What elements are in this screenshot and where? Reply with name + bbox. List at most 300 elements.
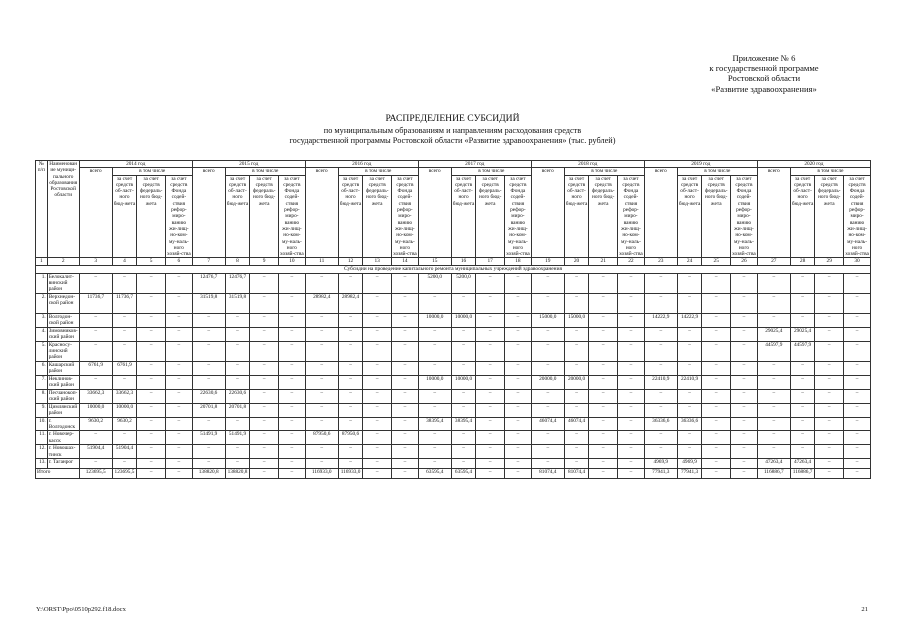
total-label: Итого [36, 469, 80, 479]
value-cell: – [338, 313, 363, 327]
row-number: 7. [36, 375, 48, 389]
value-cell: – [166, 403, 193, 417]
header-regional-budget: за счет средств об-ласт-ного бюд-жета [338, 175, 363, 258]
header-federal-budget: за счет средств федераль-ного бюд-жета [702, 175, 731, 258]
header-total: всего [305, 168, 338, 258]
header-including: в том числе [451, 168, 531, 175]
value-cell: – [250, 459, 279, 469]
value-cell: – [531, 431, 564, 445]
value-cell: – [644, 445, 677, 459]
value-cell: – [677, 445, 702, 459]
value-cell: – [844, 273, 871, 293]
row-number: 8. [36, 389, 48, 403]
value-cell: – [250, 417, 279, 431]
value-cell: – [731, 341, 758, 361]
value-cell: 11736,7 [79, 293, 112, 313]
value-cell: – [250, 341, 279, 361]
value-cell: – [618, 327, 645, 341]
value-cell: – [731, 431, 758, 445]
row-number: 1. [36, 273, 48, 293]
value-cell: – [137, 445, 166, 459]
value-cell: – [392, 313, 419, 327]
municipality-name: Белокалит-винский район [47, 273, 79, 293]
table-row [36, 327, 871, 341]
row-number: 9. [36, 403, 48, 417]
value-cell: – [531, 273, 564, 293]
header-row-total [36, 168, 871, 175]
header-reform-fund: за счет средств Фонда содей-ствия рефор-миро-ванию жи-лищ-но-ком-му-наль-ного хозяй-ства [167, 175, 191, 258]
value-cell: – [112, 341, 137, 361]
column-number: 7 [192, 258, 225, 266]
value-cell: – [192, 327, 225, 341]
value-cell: – [279, 293, 306, 313]
value-cell: – [392, 341, 419, 361]
value-cell: 4969,9 [644, 459, 677, 469]
value-cell: 20000,0 [531, 375, 564, 389]
row-number: 11. [36, 431, 48, 445]
value-cell: – [815, 313, 844, 327]
value-cell: 36336,6 [644, 417, 677, 431]
value-cell: – [305, 327, 338, 341]
total-cell: – [137, 469, 166, 479]
value-cell: 14222,9 [677, 313, 702, 327]
value-cell: – [225, 341, 250, 361]
value-cell: – [250, 403, 279, 417]
header-total: всего [192, 168, 225, 258]
value-cell: – [338, 375, 363, 389]
value-cell: – [451, 327, 476, 341]
column-number: 1 [36, 258, 48, 266]
header-including: в том числе [790, 168, 870, 175]
column-number: 21 [589, 258, 618, 266]
value-cell: – [225, 361, 250, 375]
value-cell: – [476, 327, 505, 341]
value-cell: – [392, 273, 419, 293]
value-cell: – [757, 389, 790, 403]
value-cell: – [225, 313, 250, 327]
value-cell: – [279, 445, 306, 459]
value-cell: 51491,9 [192, 431, 225, 445]
value-cell: – [844, 403, 871, 417]
value-cell: – [844, 431, 871, 445]
value-cell: – [476, 445, 505, 459]
row-number: 6. [36, 361, 48, 375]
header-no: № п/п [36, 161, 48, 258]
value-cell: 38395,4 [418, 417, 451, 431]
value-cell: – [451, 431, 476, 445]
value-cell: 5200,0 [418, 273, 451, 293]
value-cell: – [618, 361, 645, 375]
total-cell: – [392, 469, 419, 479]
header-row-years [36, 161, 871, 168]
value-cell: – [589, 293, 618, 313]
value-cell: – [505, 293, 532, 313]
value-cell: – [166, 417, 193, 431]
municipality-name: г. Новошах-тинск [47, 445, 79, 459]
value-cell: – [644, 389, 677, 403]
value-cell: – [338, 327, 363, 341]
value-cell: – [815, 417, 844, 431]
header-year: 2015 год [192, 161, 305, 168]
value-cell: 38395,4 [451, 417, 476, 431]
value-cell: – [677, 389, 702, 403]
table-row [36, 273, 871, 293]
value-cell: 31519,8 [225, 293, 250, 313]
value-cell: – [589, 273, 618, 293]
value-cell: – [618, 417, 645, 431]
value-cell: – [505, 403, 532, 417]
value-cell: – [137, 273, 166, 293]
value-cell: – [757, 361, 790, 375]
table-row [36, 361, 871, 375]
value-cell: – [451, 459, 476, 469]
value-cell: – [166, 273, 193, 293]
value-cell: – [279, 459, 306, 469]
municipality-name: Волгодон-ской район [47, 313, 79, 327]
header-reform-fund: за счет средств Фонда содей-ствия рефор-миро-ванию жи-лищ-но-ком-му-наль-ного хозяй-ства [845, 175, 869, 258]
value-cell: – [476, 273, 505, 293]
municipality-name: Цимлянский район [48, 403, 78, 417]
column-number: 25 [702, 258, 731, 266]
value-cell: – [790, 417, 815, 431]
value-cell: – [225, 459, 250, 469]
value-cell: – [392, 459, 419, 469]
value-cell: 20000,0 [564, 375, 589, 389]
value-cell: – [757, 313, 790, 327]
column-number: 24 [677, 258, 702, 266]
column-number: 16 [451, 258, 476, 266]
value-cell: – [644, 327, 677, 341]
column-number: 14 [392, 258, 419, 266]
value-cell: 10000,0 [79, 403, 112, 417]
total-cell: – [702, 469, 731, 479]
value-cell: – [564, 341, 589, 361]
value-cell: – [279, 403, 306, 417]
value-cell: – [815, 403, 844, 417]
column-number: 4 [112, 258, 137, 266]
total-cell: – [844, 469, 871, 479]
value-cell: – [166, 341, 193, 361]
total-cell: 63595,4 [418, 469, 451, 479]
value-cell: – [815, 431, 844, 445]
value-cell: – [790, 293, 815, 313]
value-cell: 44597,9 [790, 341, 815, 361]
total-cell: – [815, 469, 844, 479]
value-cell: – [757, 375, 790, 389]
value-cell: – [644, 361, 677, 375]
value-cell: – [644, 273, 677, 293]
value-cell: – [363, 431, 392, 445]
value-cell: – [363, 273, 392, 293]
table-row [36, 445, 871, 459]
header-federal-budget: за счет средств федераль-ного бюд-жета [815, 175, 844, 258]
value-cell: – [363, 293, 392, 313]
value-cell: 10000,0 [418, 375, 451, 389]
header-reform-fund: за счет средств Фонда содей-ствия рефор-миро-ванию жи-лищ-но-ком-му-наль-ного хозяй-ства [393, 175, 417, 258]
value-cell: – [305, 389, 338, 403]
value-cell: – [702, 341, 731, 361]
value-cell: 10000,0 [451, 375, 476, 389]
value-cell: 29025,4 [757, 327, 790, 341]
value-cell: 22410,9 [644, 375, 677, 389]
header-reform-fund: за счет средств Фонда содей-ствия рефор-миро-ванию жи-лищ-но-ком-му-наль-ного хозяй-ства [732, 175, 756, 258]
value-cell: – [702, 417, 731, 431]
value-cell: – [531, 459, 564, 469]
municipality-name: Верхнедон-ской район [47, 293, 79, 313]
municipality-name: Песчанокоп-ский район [48, 389, 78, 403]
value-cell: – [844, 389, 871, 403]
header-year: 2017 год [418, 161, 531, 168]
value-cell: – [363, 417, 392, 431]
column-number: 11 [305, 258, 338, 266]
total-cell: 123695,5 [112, 469, 137, 479]
value-cell: – [702, 327, 731, 341]
value-cell: – [564, 445, 589, 459]
value-cell: – [305, 459, 338, 469]
row-number: 3. [36, 313, 48, 327]
value-cell: – [589, 445, 618, 459]
header-row-sources [36, 175, 871, 258]
page-number: 21 [861, 606, 868, 613]
header-including: в том числе [338, 168, 418, 175]
value-cell: – [844, 313, 871, 327]
value-cell: – [363, 375, 392, 389]
value-cell: – [564, 293, 589, 313]
value-cell: – [392, 327, 419, 341]
table-row [36, 375, 871, 389]
section-row [36, 266, 871, 273]
value-cell: – [338, 341, 363, 361]
value-cell: – [166, 327, 193, 341]
value-cell: – [644, 293, 677, 313]
header-federal-budget: за счет средств федераль-ного бюд-жета [363, 175, 392, 258]
value-cell: – [192, 445, 225, 459]
total-cell: 63595,4 [451, 469, 476, 479]
value-cell: – [589, 313, 618, 327]
value-cell: – [363, 361, 392, 375]
value-cell: – [79, 273, 112, 293]
total-cell: 123695,5 [79, 469, 112, 479]
value-cell: – [418, 361, 451, 375]
value-cell: – [192, 375, 225, 389]
value-cell: – [137, 417, 166, 431]
value-cell: – [338, 273, 363, 293]
table-row [36, 403, 871, 417]
value-cell: – [279, 341, 306, 361]
value-cell: – [392, 361, 419, 375]
appendix-line: Приложение № 6 [732, 53, 796, 63]
total-cell: – [618, 469, 645, 479]
value-cell: – [451, 445, 476, 459]
value-cell: – [363, 327, 392, 341]
value-cell: – [192, 459, 225, 469]
value-cell: – [505, 389, 532, 403]
value-cell: – [418, 389, 451, 403]
value-cell: – [564, 431, 589, 445]
value-cell: – [338, 361, 363, 375]
value-cell: – [731, 313, 758, 327]
value-cell: – [790, 361, 815, 375]
value-cell: – [476, 361, 505, 375]
value-cell: – [731, 417, 758, 431]
value-cell: – [589, 375, 618, 389]
value-cell: – [815, 341, 844, 361]
value-cell: – [531, 327, 564, 341]
value-cell: 28982,4 [305, 293, 338, 313]
column-number: 3 [79, 258, 112, 266]
value-cell: – [844, 459, 871, 469]
column-number: 18 [505, 258, 532, 266]
value-cell: 11736,7 [112, 293, 137, 313]
value-cell: – [79, 313, 112, 327]
value-cell: – [505, 361, 532, 375]
value-cell: – [702, 389, 731, 403]
value-cell: – [531, 403, 564, 417]
value-cell: 10000,0 [451, 313, 476, 327]
value-cell: 31519,8 [192, 293, 225, 313]
header-reform-fund: за счет средств Фонда содей-ствия рефор-миро-ванию жи-лищ-но-ком-му-наль-ного хозяй-ства [506, 175, 530, 258]
value-cell: – [137, 313, 166, 327]
column-number: 19 [531, 258, 564, 266]
value-cell: – [589, 403, 618, 417]
total-cell: 138820,8 [192, 469, 225, 479]
header-federal-budget: за счет средств федераль-ного бюд-жета [476, 175, 505, 258]
value-cell: 36336,6 [677, 417, 702, 431]
value-cell: – [79, 327, 112, 341]
header-total: всего [418, 168, 451, 258]
value-cell: – [677, 361, 702, 375]
value-cell: – [250, 375, 279, 389]
table-row [36, 431, 871, 445]
value-cell: – [305, 445, 338, 459]
value-cell: – [815, 445, 844, 459]
value-cell: – [250, 293, 279, 313]
header-year: 2016 год [305, 161, 418, 168]
value-cell: 44597,9 [757, 341, 790, 361]
value-cell: – [505, 375, 532, 389]
header-regional-budget: за счет средств об-ласт-ного бюд-жета [677, 175, 702, 258]
value-cell: – [702, 293, 731, 313]
header-including: в том числе [225, 168, 305, 175]
value-cell: – [844, 417, 871, 431]
value-cell: – [731, 459, 758, 469]
value-cell: – [392, 293, 419, 313]
value-cell: – [790, 389, 815, 403]
value-cell: – [531, 341, 564, 361]
value-cell: – [451, 293, 476, 313]
header-federal-budget: за счет средств федераль-ного бюд-жета [137, 175, 166, 258]
value-cell: – [305, 361, 338, 375]
column-number: 22 [618, 258, 645, 266]
value-cell: – [363, 389, 392, 403]
header-municipality: Наименование муници-пального образования Ростовской области [47, 161, 79, 258]
value-cell: – [589, 431, 618, 445]
header-reform-fund: за счет средств Фонда содей-ствия рефор-миро-ванию жи-лищ-но-ком-му-наль-ного хозяй-ства [280, 175, 304, 258]
table-row [36, 293, 871, 313]
value-cell: – [137, 431, 166, 445]
value-cell: – [589, 417, 618, 431]
value-cell: 20701,8 [192, 403, 225, 417]
value-cell: – [790, 431, 815, 445]
value-cell: – [279, 273, 306, 293]
header-total: всего [757, 168, 790, 258]
value-cell: – [166, 431, 193, 445]
total-cell: 116933,0 [338, 469, 363, 479]
value-cell: – [702, 459, 731, 469]
value-cell: – [250, 361, 279, 375]
value-cell: – [531, 361, 564, 375]
value-cell: – [418, 293, 451, 313]
value-cell: – [363, 313, 392, 327]
total-row [36, 469, 871, 479]
total-cell: 77941,3 [644, 469, 677, 479]
value-cell: – [618, 459, 645, 469]
value-cell: – [505, 459, 532, 469]
value-cell: 87950,6 [338, 431, 363, 445]
value-cell: – [137, 327, 166, 341]
value-cell: – [338, 403, 363, 417]
value-cell: – [338, 389, 363, 403]
value-cell: – [166, 361, 193, 375]
column-number: 13 [363, 258, 392, 266]
value-cell: – [505, 445, 532, 459]
value-cell: 6761,9 [112, 361, 137, 375]
value-cell: 9630,2 [79, 417, 112, 431]
column-number: 6 [166, 258, 193, 266]
value-cell: 22630,6 [225, 389, 250, 403]
row-number: 12. [36, 445, 48, 459]
value-cell: – [757, 417, 790, 431]
value-cell: 14222,9 [644, 313, 677, 327]
value-cell: – [363, 341, 392, 361]
value-cell: – [363, 403, 392, 417]
column-number: 17 [476, 258, 505, 266]
value-cell: – [279, 431, 306, 445]
value-cell: – [418, 327, 451, 341]
value-cell: – [137, 341, 166, 361]
column-number: 12 [338, 258, 363, 266]
value-cell: – [677, 403, 702, 417]
value-cell: – [531, 445, 564, 459]
value-cell: – [589, 459, 618, 469]
value-cell: – [192, 361, 225, 375]
value-cell: – [305, 341, 338, 361]
value-cell: – [815, 293, 844, 313]
value-cell: – [418, 341, 451, 361]
value-cell: – [731, 375, 758, 389]
value-cell: – [79, 431, 112, 445]
total-cell: – [476, 469, 505, 479]
value-cell: – [618, 313, 645, 327]
value-cell: – [112, 273, 137, 293]
municipality-name: Красносу-линский район [47, 341, 79, 361]
value-cell: 33662,3 [79, 389, 112, 403]
value-cell: – [589, 361, 618, 375]
column-number: 5 [137, 258, 166, 266]
column-number: 20 [564, 258, 589, 266]
municipality-name: г. Таганрог [47, 459, 79, 469]
municipality-name: г. Новочер-касск [47, 431, 79, 445]
value-cell: – [250, 313, 279, 327]
header-regional-budget: за счет средств об-ласт-ного бюд-жета [225, 175, 250, 258]
value-cell: – [476, 293, 505, 313]
value-cell: – [618, 445, 645, 459]
value-cell: – [618, 375, 645, 389]
value-cell: – [418, 431, 451, 445]
value-cell: – [790, 445, 815, 459]
value-cell: – [137, 293, 166, 313]
value-cell: – [137, 403, 166, 417]
